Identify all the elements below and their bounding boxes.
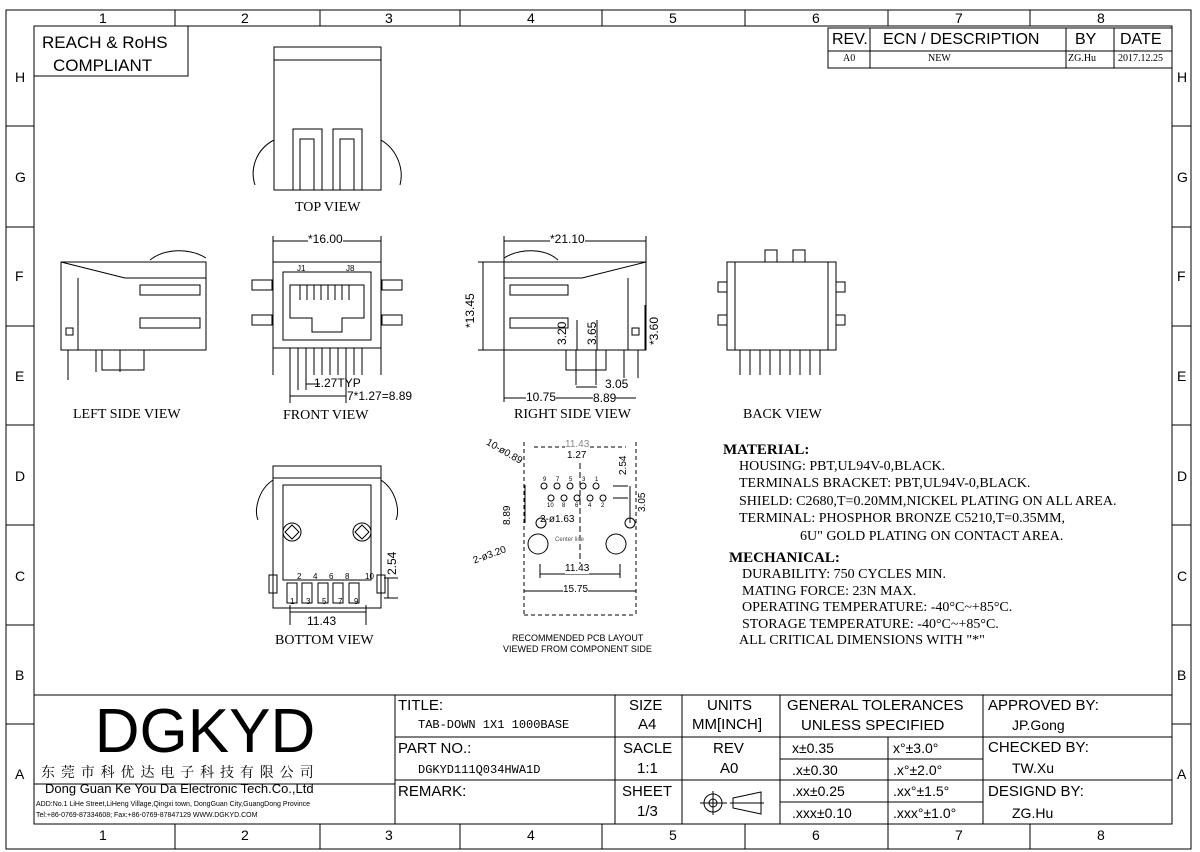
bv-pin-number: 3 <box>306 597 311 606</box>
bottom-view-label: BOTTOM VIEW <box>275 633 374 648</box>
column-number: 3 <box>385 10 393 26</box>
company-logo: DGKYD <box>94 697 316 766</box>
pcb-pin-number: 7 <box>556 477 560 483</box>
pcb-pin-number: 3 <box>582 477 586 483</box>
tolerance-title-2: UNLESS SPECIFIED <box>801 717 945 734</box>
rev-label: REV <box>713 740 744 757</box>
pin-j1-label: J1 <box>297 264 306 273</box>
tolerance-linear: x±0.35 <box>792 740 834 756</box>
row-letter: D <box>1177 468 1188 484</box>
pcb-pin-number: 2 <box>601 503 605 509</box>
remark-label: REMARK: <box>398 783 467 800</box>
column-number: 8 <box>1097 827 1105 843</box>
row-letter: G <box>1177 169 1188 185</box>
column-number: 8 <box>1097 10 1105 26</box>
rev-header-date: DATE <box>1120 31 1162 48</box>
pin-j8-label: J8 <box>346 264 355 273</box>
dim-pcb-1143: 11.43 <box>565 563 590 574</box>
bv-pin-number: 2 <box>297 572 302 581</box>
column-number: 1 <box>99 827 107 843</box>
tolerance-linear: .xx±0.25 <box>792 783 845 799</box>
scale-label: SACLE <box>623 740 673 757</box>
right-side-view-label: RIGHT SIDE VIEW <box>514 407 631 422</box>
dim-pcb-1575: 15.75 <box>563 584 589 595</box>
row-letter: F <box>1177 268 1186 284</box>
checked-value: TW.Xu <box>1012 760 1055 776</box>
row-letter: E <box>1177 368 1187 384</box>
company-name-cn: 东 莞 市 科 优 达 电 子 科 技 有 限 公 司 <box>41 764 315 780</box>
dim-rs-365: 3.65 <box>585 321 599 345</box>
bv-pin-number: 8 <box>345 572 350 581</box>
mechanical-durability: DURABILITY: 750 CYCLES MIN. <box>742 567 947 582</box>
dim-pitch-typ: 1.27TYP <box>314 376 361 390</box>
row-letter: C <box>15 568 26 584</box>
pcb-pin-number: 8 <box>562 503 566 509</box>
row-letter: E <box>15 368 25 384</box>
tolerance-angular: x°±3.0° <box>893 740 939 756</box>
material-shield: SHIELD: C2680,T=0.20MM,NICKEL PLATING ON ALL AREA. <box>739 494 1117 509</box>
front-view-label: FRONT VIEW <box>283 408 369 423</box>
designed-value: ZG.Hu <box>1012 805 1054 821</box>
row-letter: B <box>15 667 25 683</box>
row-letter: H <box>1177 69 1188 85</box>
rev-header-by: BY <box>1075 31 1097 48</box>
row-letter: B <box>1177 667 1187 683</box>
tolerance-angular: .xxx°±1.0° <box>893 805 957 821</box>
column-number: 2 <box>241 827 249 843</box>
dim-bv-254: 2.54 <box>385 551 399 575</box>
tolerance-linear: .x±0.30 <box>792 762 838 778</box>
column-number: 7 <box>955 827 963 843</box>
company-address: ADD:No.1 LiHe Street,LiHeng Village,Qingxi town, DongGuan City,GuangDong Province <box>36 801 311 808</box>
material-housing: HOUSING: PBT,UL94V-0,BLACK. <box>739 459 946 474</box>
material-terminal: TERMINAL: PHOSPHOR BRONZE C5210,T=0.35MM, <box>739 511 1066 526</box>
row-letter: H <box>15 69 26 85</box>
title-value: TAB-DOWN 1X1 1000BASE <box>418 718 570 732</box>
mechanical-heading: MECHANICAL: <box>729 550 840 566</box>
part-no-label: PART NO.: <box>398 740 472 757</box>
sheet-label: SHEET <box>622 783 673 800</box>
column-number: 4 <box>527 827 535 843</box>
bottom-view-drawing <box>257 466 398 628</box>
company-contact: Tel:+86-0769-87334608; Fax:+86-0769-87847129 WWW.DGKYD.COM <box>36 812 258 819</box>
projection-symbol <box>700 791 764 815</box>
pcb-pin-number: 1 <box>595 477 599 483</box>
approved-value: JP.Gong <box>1012 717 1065 733</box>
row-letter: A <box>1177 766 1187 782</box>
dim-pcb-1143-top: 11.43 <box>565 439 590 450</box>
tolerance-angular: .x°±2.0° <box>893 762 943 778</box>
dim-pitch-total: 7*1.27=8.89 <box>347 389 413 403</box>
rev-header-rev: REV. <box>832 31 868 48</box>
row-letter: D <box>15 468 26 484</box>
bv-pin-number: 9 <box>354 597 359 606</box>
column-number: 6 <box>812 10 820 26</box>
rev-date: 2017.12.25 <box>1118 53 1163 64</box>
material-bracket: TERMINALS BRACKET: PBT,UL94V-0,BLACK. <box>739 476 1031 491</box>
material-heading: MATERIAL: <box>723 442 810 458</box>
dim-rs-width: *21.10 <box>550 232 585 246</box>
column-number: 6 <box>812 827 820 843</box>
approved-label: APPROVED BY: <box>988 697 1099 714</box>
column-number: 2 <box>241 10 249 26</box>
title-label: TITLE: <box>398 697 444 714</box>
dim-rs-305: 3.05 <box>605 377 629 391</box>
top-view-label: TOP VIEW <box>295 200 361 215</box>
mechanical-st-temp: STORAGE TEMPERATURE: -40°C~+85°C. <box>742 617 999 632</box>
dim-pcb-127: 1.27 <box>567 450 587 461</box>
designed-label: DESIGND BY: <box>988 783 1084 800</box>
material-plating: 6U" GOLD PLATING ON CONTACT AREA. <box>800 529 1064 544</box>
mechanical-op-temp: OPERATING TEMPERATURE: -40°C~+85°C. <box>742 600 1013 615</box>
pcb-layout-label-1: RECOMMENDED PCB LAYOUT <box>512 633 644 643</box>
size-value: A4 <box>638 716 657 733</box>
rev-by: ZG.Hu <box>1068 53 1097 64</box>
units-label: UNITS <box>707 697 752 714</box>
tolerance-title-1: GENERAL TOLERANCES <box>787 697 964 714</box>
sheet-value: 1/3 <box>637 803 658 820</box>
top-view-drawing <box>253 47 401 190</box>
checked-label: CHECKED BY: <box>988 739 1089 756</box>
dim-pcb-163: 2-ø1.63 <box>540 514 575 525</box>
rev-block-value: A0 <box>720 760 739 777</box>
left-side-view-drawing <box>61 251 206 380</box>
dim-pcb-889: 8.89 <box>502 505 513 525</box>
dim-bv-1143: 11.43 <box>307 614 337 628</box>
back-view-label: BACK VIEW <box>743 407 822 422</box>
pcb-layout-label-2: VIEWED FROM COMPONENT SIDE <box>503 644 652 654</box>
bv-pin-number: 5 <box>322 597 327 606</box>
pcb-pin-number: 9 <box>543 477 547 483</box>
rev-value: A0 <box>843 53 856 64</box>
company-name-en: Dong Guan Ke You Da Electronic Tech.Co.,Ltd <box>45 781 314 796</box>
dim-rs-1075: 10.75 <box>526 390 557 404</box>
bv-pin-number: 6 <box>329 572 334 581</box>
dim-rs-320: 3.20 <box>555 321 569 345</box>
column-number: 5 <box>669 827 677 843</box>
column-number: 5 <box>669 10 677 26</box>
row-letter: F <box>15 268 24 284</box>
dim-rs-height: *13.45 <box>463 293 477 328</box>
compliance-line-2: COMPLIANT <box>53 56 153 75</box>
mechanical-critical: ALL CRITICAL DIMENSIONS WITH "*" <box>739 633 985 648</box>
pcb-pin-number: 6 <box>575 503 579 509</box>
pcb-center-line-label: Center line <box>555 537 585 543</box>
units-value: MM[INCH] <box>692 716 762 733</box>
back-view-drawing <box>718 250 845 375</box>
rev-header-ecn: ECN / DESCRIPTION <box>883 31 1040 48</box>
column-number: 3 <box>385 827 393 843</box>
column-number: 1 <box>99 10 107 26</box>
pcb-pin-number: 5 <box>569 477 573 483</box>
scale-value: 1:1 <box>637 760 658 777</box>
dim-front-width: *16.00 <box>308 232 343 246</box>
bv-pin-number: 10 <box>365 572 374 581</box>
rev-description: NEW <box>928 53 951 64</box>
bv-pin-number: 7 <box>338 597 343 606</box>
row-letter: G <box>15 169 26 185</box>
bv-pin-number: 1 <box>290 597 295 606</box>
mechanical-mating: MATING FORCE: 23N MAX. <box>742 584 917 599</box>
dim-pcb-305: 3.05 <box>637 492 648 512</box>
dim-pcb-holes: 10-ø0.89 <box>484 437 525 467</box>
column-number: 7 <box>955 10 963 26</box>
left-side-view-label: LEFT SIDE VIEW <box>73 407 181 422</box>
dim-rs-360: *3.60 <box>647 316 661 345</box>
bv-pin-number: 4 <box>313 572 318 581</box>
dim-rs-889: 8.89 <box>593 391 617 405</box>
part-no-value: DGKYD111Q034HWA1D <box>418 763 541 777</box>
compliance-line-1: REACH & RoHS <box>42 33 168 52</box>
dim-pcb-254: 2.54 <box>618 455 629 475</box>
tolerance-linear: .xxx±0.10 <box>792 805 852 821</box>
size-label: SIZE <box>629 697 663 714</box>
row-letter: A <box>15 766 25 782</box>
dim-pcb-320: 2-ø3.20 <box>471 544 508 567</box>
pcb-pin-number: 10 <box>547 503 554 509</box>
tolerance-angular: .xx°±1.5° <box>893 783 950 799</box>
pcb-pin-number: 4 <box>588 503 592 509</box>
row-letter: C <box>1177 568 1188 584</box>
column-number: 4 <box>527 10 535 26</box>
